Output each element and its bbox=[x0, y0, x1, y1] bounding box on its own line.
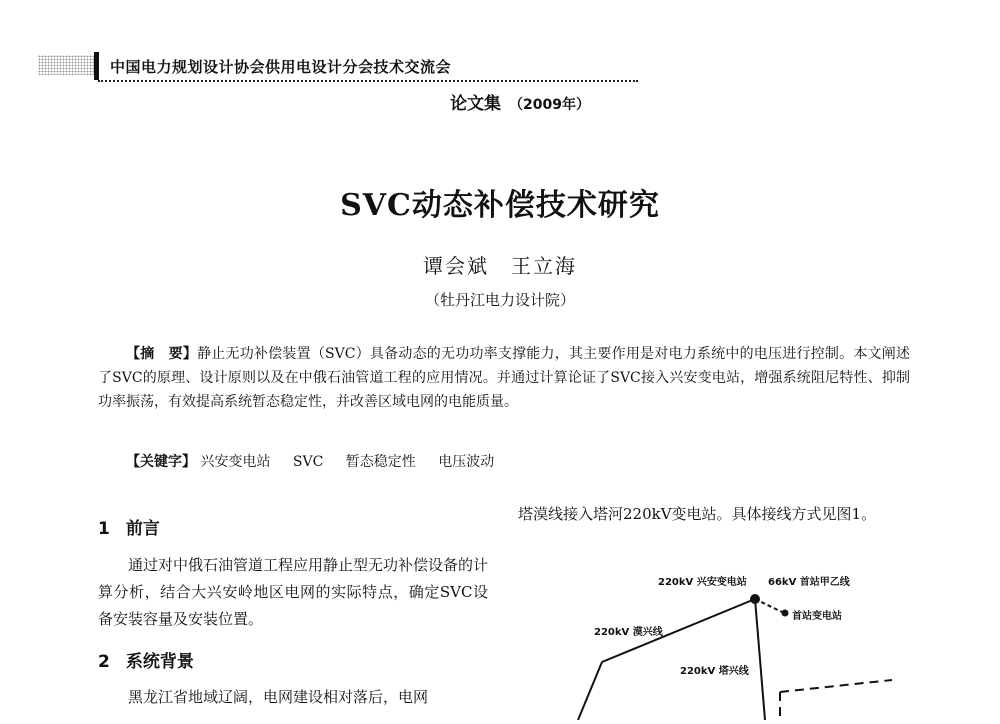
moxing-line-down bbox=[578, 662, 602, 720]
section-1-title: 前言 bbox=[125, 519, 160, 539]
dashed-boundary bbox=[780, 680, 892, 720]
right-column-text: 塔漠线接入塔河220kV变电站。具体接线方式见图1。 bbox=[518, 505, 877, 523]
author-1: 谭会斌 bbox=[423, 254, 489, 278]
abstract bbox=[98, 342, 910, 414]
section-2-title: 系统背景 bbox=[125, 652, 194, 672]
label-shouzhan-station: 首站变电站 bbox=[792, 611, 842, 622]
conference-title: 中国电力规划设计协会供用电设计分会技术交流会 bbox=[110, 58, 452, 76]
keyword-4: 电压波动 bbox=[438, 454, 495, 470]
header-decoration bbox=[38, 55, 94, 75]
label-taxing-line: 220kV 塔兴线 bbox=[680, 666, 749, 677]
xingan-station-node bbox=[750, 594, 760, 604]
label-moxing-line: 220kV 漠兴线 bbox=[594, 627, 663, 638]
keywords bbox=[126, 451, 494, 471]
shouzhan-station-node bbox=[782, 610, 789, 617]
keyword-1: 兴安变电站 bbox=[200, 454, 271, 470]
taxing-line bbox=[755, 599, 765, 720]
keyword-2: SVC bbox=[292, 454, 324, 470]
keywords-label: 【关键字】 bbox=[126, 454, 196, 470]
label-shouzhan-line: 66kV 首站甲乙线 bbox=[768, 577, 850, 588]
proceedings-label bbox=[450, 89, 590, 114]
abstract-text: 静止无功补偿装置（SVC）具备动态的无功功率支撑能力，其主要作用是对电力系统中的电压进行控制。本文阐述了SVC的原理、设计原则以及在中俄石油管道工程的应用情况。并通过计算论证了SVC接入兴安变电站，增强系统阻尼特性、抑制功率振荡，有效提高系统暂态稳定性，并改善区域电网的电能质量。 bbox=[98, 346, 910, 410]
section-1-heading bbox=[98, 514, 160, 539]
proceedings-year: （2009年） bbox=[509, 97, 590, 113]
figure-1-diagram bbox=[540, 560, 920, 720]
section-1-number: 1 bbox=[98, 519, 110, 539]
paper-affiliation: （牡丹江电力设计院） bbox=[424, 291, 575, 309]
section-1-text: 通过对中俄石油管道工程应用静止型无功补偿设备的计算分析，结合大兴安岭地区电网的实际特点，确定SVC设备安装容量及安装位置。 bbox=[98, 556, 489, 628]
section-2-text: 黑龙江省地域辽阔，电网建设相对落后，电网 bbox=[128, 688, 429, 706]
section-2-number: 2 bbox=[98, 652, 110, 672]
header-dotted-rule bbox=[98, 80, 638, 82]
author-2: 王立海 bbox=[511, 254, 577, 278]
keyword-3: 暂态稳定性 bbox=[345, 454, 416, 470]
label-xingan-station: 220kV 兴安变电站 bbox=[658, 577, 747, 588]
header-bar bbox=[94, 52, 99, 80]
paper-authors bbox=[0, 250, 1000, 279]
paper-title: SVC动态补偿技术研究 bbox=[340, 188, 660, 223]
abstract-label: 【摘 要】 bbox=[126, 346, 198, 362]
section-2-heading bbox=[98, 647, 194, 672]
proceedings-name: 论文集 bbox=[450, 94, 501, 114]
